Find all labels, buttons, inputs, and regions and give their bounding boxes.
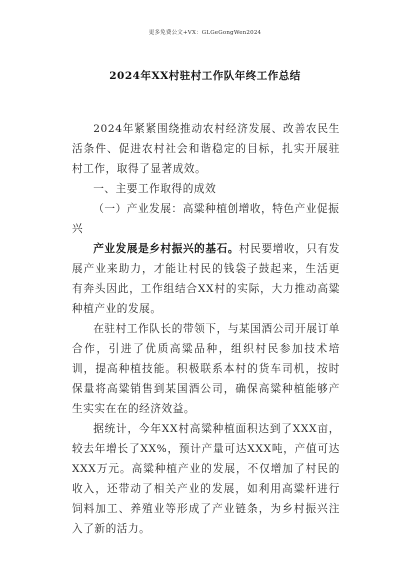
intro-paragraph: 2024年紧紧围绕推动农村经济发展、改善农民生活条件、促进农村社会和谐稳定的目标，扎实开展驻村工作，取得了显著成效。 [72, 123, 340, 175]
document-body [72, 119, 340, 539]
cooperation-paragraph: 在驻村工作队长的带领下，与某国酒公司开展订单合作，引进了优质高粱品种，组织村民参加技术培训，提高种植技能。积极联系本村的货车司机，按时保量将高粱销售到某国酒公司，确保高粱种植能够产生实实在在的经济效益。 [72, 323, 340, 415]
paragraph-lead-sentence: 产业发展是乡村振兴的基石。 [93, 243, 240, 255]
statistics-paragraph: 据统计，今年XX村高粱种植面积达到了XXX亩，较去年增长了XX%，预计产量可达XXX吨，产值可达XXX万元。高粱种植产业的发展，不仅增加了村民的收入，还带动了相关产业的发展，如利用高粱杆进行饲料加工、养殖业等形成了产业链条，为乡村振兴注入了新的活力。 [72, 423, 340, 535]
subsection-heading: （一）产业发展：高粱种植创增收，特色产业促振兴 [72, 203, 340, 235]
paragraph-text: 村民要增收，只有发展产业来助力，才能让村民的钱袋子鼓起来，生活更有奔头因此，工作组结合XX村的实际，大力推动高粱种植产业的发展。 [72, 243, 340, 315]
document-title: 2024年XX村驻村工作队年终工作总结 [109, 70, 301, 82]
section-heading: 一、主要工作取得的成效 [93, 183, 217, 195]
industry-paragraph [72, 239, 340, 319]
header-note: 更多免费公文+VX：GLGeGongWen2024 [148, 30, 262, 36]
